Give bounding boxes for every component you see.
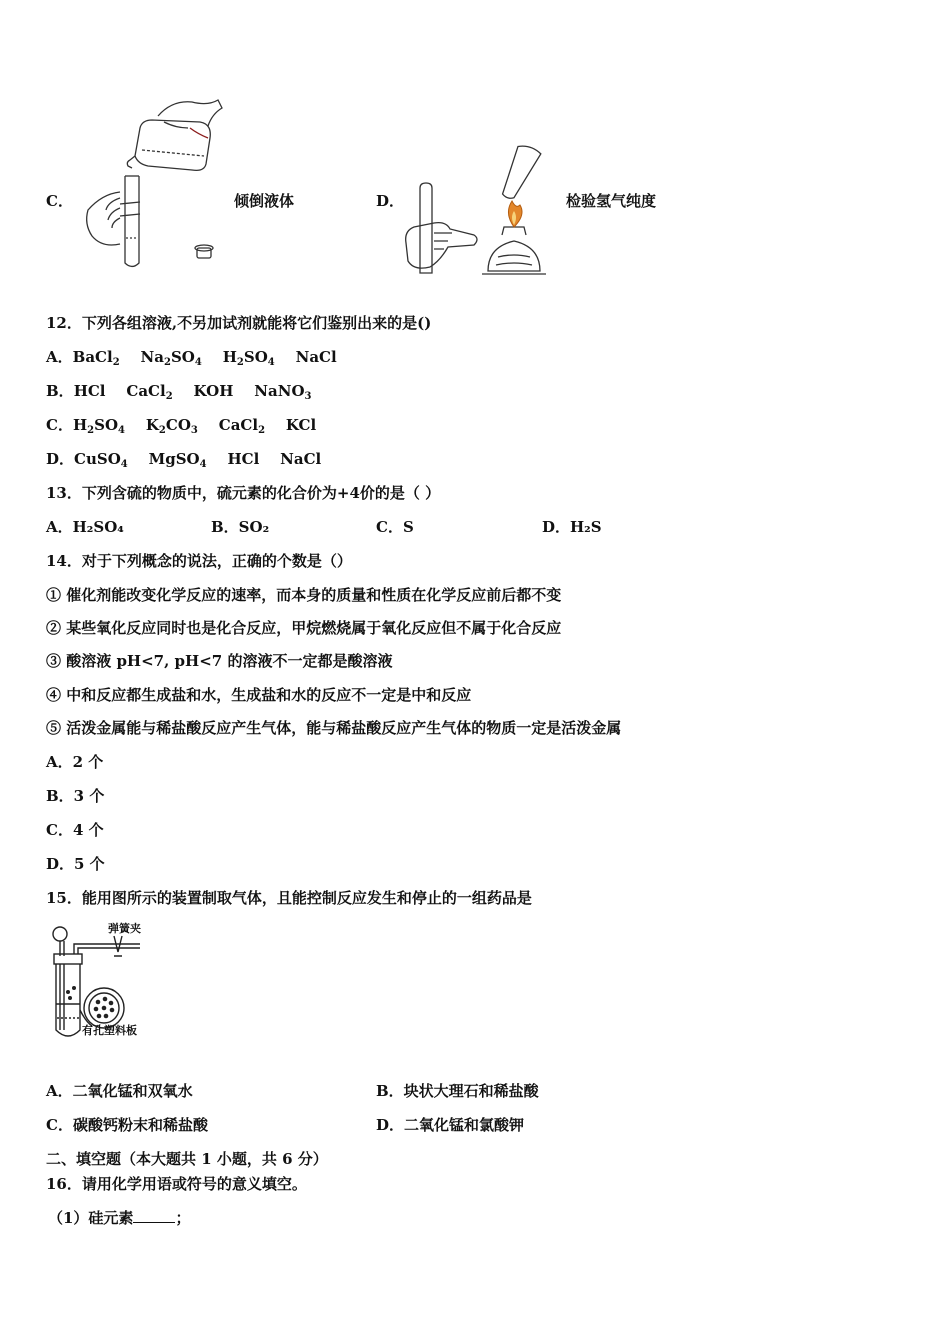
q12-option-a: A．BaCl$_2$ $Na_2SO_4$ $H_2SO_4$ NaCl bbox=[46, 348, 337, 368]
q12-option-b-label: B． bbox=[46, 382, 74, 400]
q16-stem: 16．请用化学用语或符号的意义填空。 bbox=[46, 1175, 307, 1193]
q15-option-c: C．碳酸钙粉末和稀盐酸 bbox=[46, 1116, 208, 1134]
q11-option-c-caption: 倾倒液体 bbox=[234, 192, 295, 210]
apparatus-plate-label: 有孔塑料板 bbox=[82, 1024, 137, 1037]
q12-option-c-label: C． bbox=[46, 416, 73, 434]
q13-option-a: A．H₂SO₄ bbox=[46, 518, 124, 536]
q11-option-d-label: D． bbox=[376, 192, 405, 210]
q13-option-d: D．H₂S bbox=[542, 518, 602, 536]
pouring-liquid-figure bbox=[80, 98, 230, 273]
q12-option-a-label: A． bbox=[46, 348, 73, 366]
q15-stem: 15．能用图所示的装置制取气体，且能控制反应发生和停止的一组药品是 bbox=[46, 889, 532, 907]
q15-option-d: D．二氧化锰和氯酸钾 bbox=[376, 1116, 525, 1134]
q13-option-b: B．SO₂ bbox=[211, 518, 270, 536]
q14-statement-3: ③ 酸溶液 pH<7, pH<7 的溶液不一定都是酸溶液 bbox=[46, 652, 393, 670]
q14-option-d: D．5 个 bbox=[46, 855, 105, 873]
q11-option-d-caption: 检验氢气纯度 bbox=[566, 192, 657, 210]
q14-statement-2: ② 某些氧化反应同时也是化合反应，甲烷燃烧属于氧化反应但不属于化合反应 bbox=[46, 619, 562, 637]
section-2-title: 二、填空题（本大题共 1 小题，共 6 分） bbox=[46, 1150, 328, 1168]
q14-option-a: A．2 个 bbox=[46, 753, 104, 771]
q14-stem: 14．对于下列概念的说法，正确的个数是（） bbox=[46, 552, 352, 570]
q16-part-1 bbox=[48, 1207, 190, 1228]
hydrogen-purity-test-figure bbox=[404, 143, 556, 278]
q12-option-d: D．CuSO$_4$ MgSO$_4$ HCl NaCl bbox=[46, 450, 322, 470]
q16-part-1-suffix: ； bbox=[175, 1209, 191, 1227]
q14-statement-1: ① 催化剂能改变化学反应的速率，而本身的质量和性质在化学反应前后都不变 bbox=[46, 586, 562, 604]
q14-statement-5: ⑤ 活泼金属能与稀盐酸反应产生气体，能与稀盐酸反应产生气体的物质一定是活泼金属 bbox=[46, 719, 622, 737]
q12-option-b: B．HCl CaCl$_2$ KOH NaNO$_3$ bbox=[46, 382, 312, 402]
q16-part-1-prefix: （1）硅元素 bbox=[48, 1209, 134, 1227]
q13-option-c: C．S bbox=[376, 518, 414, 536]
q12-option-d-label: D． bbox=[46, 450, 75, 468]
q16-part-1-answer-blank[interactable] bbox=[133, 1208, 175, 1223]
q14-option-b: B．3 个 bbox=[46, 787, 105, 805]
q15-option-b: B．块状大理石和稀盐酸 bbox=[376, 1082, 539, 1100]
q14-option-c: C．4 个 bbox=[46, 821, 104, 839]
q15-option-a: A．二氧化锰和双氧水 bbox=[46, 1082, 193, 1100]
q14-statement-4: ④ 中和反应都生成盐和水，生成盐和水的反应不一定是中和反应 bbox=[46, 686, 472, 704]
q12-option-c: C．$H_2SO_4$ $K_2CO_3$ CaCl$_2$ KCl bbox=[46, 416, 317, 436]
q11-option-c-label: C． bbox=[46, 192, 73, 210]
q13-stem: 13．下列含硫的物质中，硫元素的化合价为+4价的是（ ） bbox=[46, 484, 441, 502]
apparatus-clamp-label: 弹簧夹 bbox=[108, 922, 141, 935]
q12-stem: 12．下列各组溶液,不另加试剂就能将它们鉴别出来的是() bbox=[46, 314, 432, 332]
